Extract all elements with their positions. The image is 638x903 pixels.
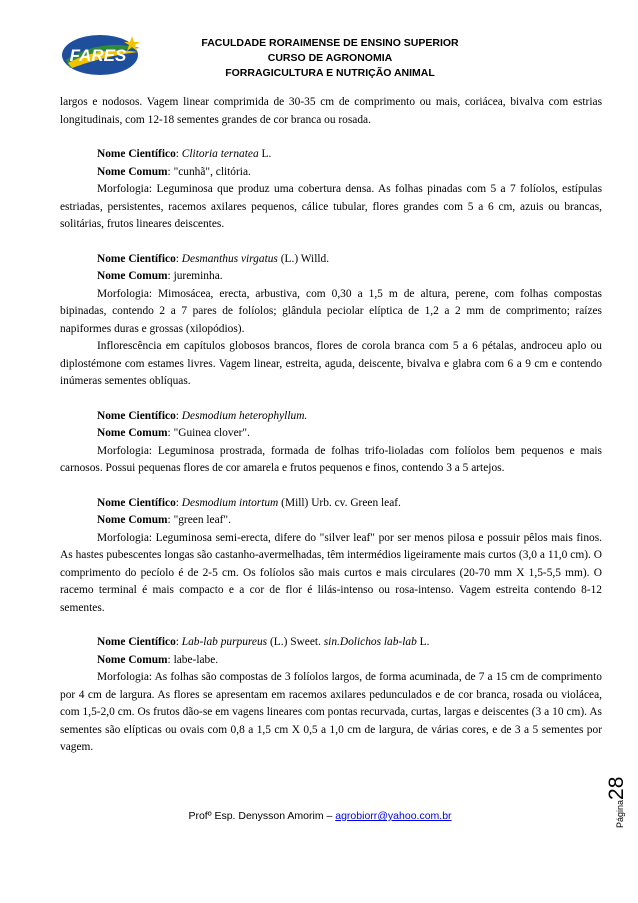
header-institution: FACULDADE RORAIMENSE DE ENSINO SUPERIOR [201, 37, 459, 49]
author: L. [258, 148, 272, 160]
morphology-paragraph: Morfologia: As folhas são compostas de 3 folíolos largos, de forma acuminada, de 7 a 15 cm de comprimento por 4 cm de largura. As flores se apresentam em racemos axilares pedunculados e de cor branca, rosada ou violácea, com 1,5-2,0 cm. Os frutos dão-se em vagens lineares com pontas recurvada, curtas, largas e deiscentes (3 a 10 cm). As sementes são elípticas ou ovais com 0,8 a 1,5 cm X 0,5 a 1,0 cm de largura, de várias cores, e de 3 a 5 sementes por vagem. [60, 671, 602, 753]
fares-logo [60, 30, 146, 78]
scientific-name: Desmodium heterophyllum. [181, 409, 308, 422]
morphology-paragraph: Morfologia: Mimosácea, erecta, arbustiva, com 0,30 a 1,5 m de altura, perene, com folhas compostas bipinadas, contendo 2 a 7 pares de folíolos; glândula peciolar elíptica de 1,2 a 2 mm de comprimento; raízes napiformes duras e grossas (xilopódios). [60, 287, 602, 335]
common-name-line: Nome Comum: "green leaf". [97, 514, 231, 526]
page-label: Página [615, 799, 625, 828]
common-name-label: Nome Comum [97, 514, 168, 526]
species-entry [60, 146, 602, 234]
scientific-name-label: Nome Científico [97, 252, 176, 265]
scientific-name: Desmanthus virgatus [181, 252, 278, 265]
morphology-paragraph: Morfologia: Leguminosa prostrada, formada de folhas trifo-lioladas com folíolos bem pequenos e mais carnosos. Possui pequenas flores de cor amarela e frutos pequenos e finos, contendo 3 a 5 artejos. [60, 444, 602, 474]
page-number-value: 28 [605, 776, 628, 800]
scientific-name-line: Nome Científico: Lab-lab purpureus (L.) Sweet. sin.Dolichos lab-lab L. [97, 636, 430, 648]
synonym-author: L. [416, 636, 430, 648]
scientific-name-line: Nome Científico: Clitoria ternatea L. [97, 148, 272, 160]
page-number [605, 770, 635, 830]
common-name-label: Nome Comum [97, 653, 168, 666]
scientific-name-label: Nome Científico [97, 409, 176, 422]
common-name-line: Nome Comum: jureminha. [97, 270, 223, 282]
common-name-label: Nome Comum [97, 427, 168, 439]
footer-email-link[interactable]: agrobiorr@yahoo.com.br [335, 810, 452, 822]
scientific-name-line: Nome Científico: Desmodium intortum (Mill) Urb. cv. Green leaf. [97, 496, 401, 509]
logo-text: FARES [69, 46, 127, 65]
scientific-name-line: Nome Científico: Desmodium heterophyllum. [97, 409, 308, 422]
common-name-line: Nome Comum: "Guinea clover". [97, 427, 250, 439]
header-course: CURSO DE AGRONOMIA [267, 52, 393, 64]
morphology-paragraph: Morfologia: Leguminosa que produz uma cobertura densa. As folhas pinadas com 5 a 7 folíolos, estípulas estriadas, persistentes, racemos axilares pequenos, cálice tubular, flores grandes com 5 a 6 cm, azuis ou brancas, solitárias, frutos lineares deiscentes. [60, 183, 602, 230]
institution-header [150, 36, 510, 81]
scientific-name: Clitoria ternatea [181, 148, 259, 160]
header-discipline: FORRAGICULTURA E NUTRIÇÃO ANIMAL [225, 67, 435, 79]
common-name-label: Nome Comum [97, 165, 168, 178]
intro-paragraph: largos e nodosos. Vagem linear comprimida de 30-35 cm de comprimento ou mais, coriácea, bivalva com estrias longitudinais, com 12-18 sementes grandes de cor branca ou rosada. [60, 96, 602, 126]
scientific-name-label: Nome Científico [97, 148, 176, 160]
footer-author: Profº Esp. Denysson Amorim – [188, 810, 336, 822]
common-name-label: Nome Comum [97, 270, 168, 282]
synonym: sin.Dolichos lab-lab [323, 636, 417, 648]
author: (L.) Willd. [277, 252, 330, 265]
common-name: "Guinea clover". [170, 427, 250, 439]
footer [60, 810, 580, 822]
species-entry [60, 251, 602, 391]
morphology-paragraph: Morfologia: Leguminosa semi-erecta, difere do "silver leaf" por ser menos pilosa e possuir pêlos mais finos. As hastes pubescentes longas são castanho-avermelhadas, têm intermédios ligeiramente mais curtos (3,0 a 11,0 cm). O comprimento do pecíolo é de 2-5 cm. Os folíolos são mais curtos e mais circulares (20-70 mm X 1,5-5,5 mm). O racemo terminal é mais compacto e a cor de flor é lilás-intenso ou rosa-intenso. Vagem estreita contendo 8-12 sementes. [60, 531, 602, 614]
scientific-name-label: Nome Científico [97, 636, 176, 648]
common-name: "cunhã", clitória. [170, 165, 251, 178]
common-name-line: Nome Comum: labe-labe. [97, 653, 219, 666]
author: (Mill) Urb. cv. Green leaf. [278, 496, 401, 509]
common-name: labe-labe. [170, 653, 219, 666]
common-name-line: Nome Comum: "cunhã", clitória. [97, 165, 251, 178]
scientific-name-line: Nome Científico: Desmanthus virgatus (L.) Willd. [97, 252, 330, 265]
inflorescence-paragraph: Inflorescência em capítulos globosos brancos, flores de corola branca com 5 a 6 pétalas, androceu aplo ou diplostémone com estames livres. Vagem linear, estreita, aguda, deiscente, bivalva e glabra com 6 a 9 cm e contendo inúmeras sementes oblíquas. [60, 340, 602, 387]
species-entry [60, 408, 602, 478]
fares-logo-graphic [60, 30, 146, 78]
species-entry [60, 634, 602, 757]
common-name: "green leaf". [170, 514, 231, 526]
author: (L.) Sweet. [267, 636, 324, 648]
scientific-name: Desmodium intortum [181, 496, 279, 509]
species-entry [60, 495, 602, 618]
scientific-name-label: Nome Científico [97, 496, 176, 509]
common-name: jureminha. [170, 270, 223, 282]
document-body [60, 94, 602, 757]
scientific-name: Lab-lab purpureus [181, 636, 268, 648]
